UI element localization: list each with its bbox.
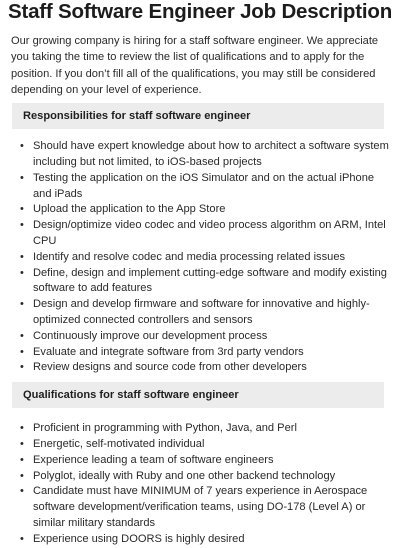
list-item [20, 421, 390, 437]
list-item [20, 469, 390, 485]
list-item [20, 297, 390, 329]
qualifications-heading: Qualifications for staff software engineer [12, 382, 384, 408]
list-item [20, 532, 390, 548]
list-item [20, 360, 390, 376]
bullet-icon: • [20, 453, 24, 466]
list-item-text: Identify and resolve codec and media processing related issues [33, 250, 346, 263]
bullet-icon: • [20, 266, 24, 279]
bullet-icon: • [20, 485, 24, 498]
bullet-icon: • [20, 298, 24, 311]
responsibilities-heading: Responsibilities for staff software engineer [12, 103, 384, 129]
responsibilities-list [0, 139, 400, 376]
list-item [20, 250, 390, 266]
list-item-text: Continuously improve our development process [33, 329, 268, 342]
list-item-text: Energetic, self-motivated individual [33, 437, 205, 450]
bullet-icon: • [20, 219, 24, 232]
list-item-text: Should have expert knowledge about how to architect a software system including but not limited, to iOS-based projects [33, 140, 389, 168]
list-item [20, 345, 390, 361]
bullet-icon: • [20, 437, 24, 450]
bullet-icon: • [20, 140, 24, 153]
bullet-icon: • [20, 361, 24, 374]
qualifications-list [0, 421, 400, 547]
list-item-text: Review designs and source code from other developers [33, 361, 307, 374]
list-item [20, 171, 390, 203]
bullet-icon: • [20, 250, 24, 263]
list-item [20, 437, 390, 453]
list-item-text: Define, design and implement cutting-edge software and modify existing software to add features [33, 266, 387, 295]
page-title: Staff Software Engineer Job Description [7, 0, 393, 23]
list-item [20, 139, 390, 171]
list-item-text: Experience leading a team of software engineers [33, 453, 274, 466]
list-item-text: Upload the application to the App Store [33, 203, 226, 216]
list-item [20, 453, 390, 469]
list-item-text: Experience using DOORS is highly desired [33, 532, 245, 545]
list-item-text: Testing the application on the iOS Simulator and on the actual iPhone and iPads [33, 171, 375, 200]
bullet-icon: • [20, 203, 24, 216]
list-item-text: Proficient in programming with Python, Java, and Perl [33, 422, 297, 435]
list-item [20, 218, 390, 250]
list-item-text: Candidate must have MINIMUM of 7 years experience in Aerospace software development/verification teams, using DO-178 (Level A) or similar military standards [33, 485, 368, 529]
bullet-icon: • [20, 469, 24, 482]
list-item-text: Evaluate and integrate software from 3rd party vendors [33, 345, 304, 358]
list-item [20, 329, 390, 345]
list-item [20, 266, 390, 298]
bullet-icon: • [20, 422, 24, 435]
list-item-text: Polyglot, ideally with Ruby and one other backend technology [33, 469, 336, 482]
list-item [20, 202, 390, 218]
list-item [20, 484, 390, 531]
bullet-icon: • [20, 345, 24, 358]
list-item-text: Design and develop firmware and software for innovative and highly-optimized connected controllers and sensors [33, 298, 370, 326]
bullet-icon: • [20, 171, 24, 184]
list-item-text: Design/optimize video codec and video process algorithm on ARM, Intel CPU [33, 219, 386, 247]
bullet-icon: • [20, 532, 24, 545]
bullet-icon: • [20, 329, 24, 342]
intro-paragraph: Our growing company is hiring for a staff software engineer. We appreciate you taking the time to review the list of qualifications and to apply for the position. If you don’t fill all of the qualifications, you may still be considered depending on your level of experience. [11, 35, 379, 96]
